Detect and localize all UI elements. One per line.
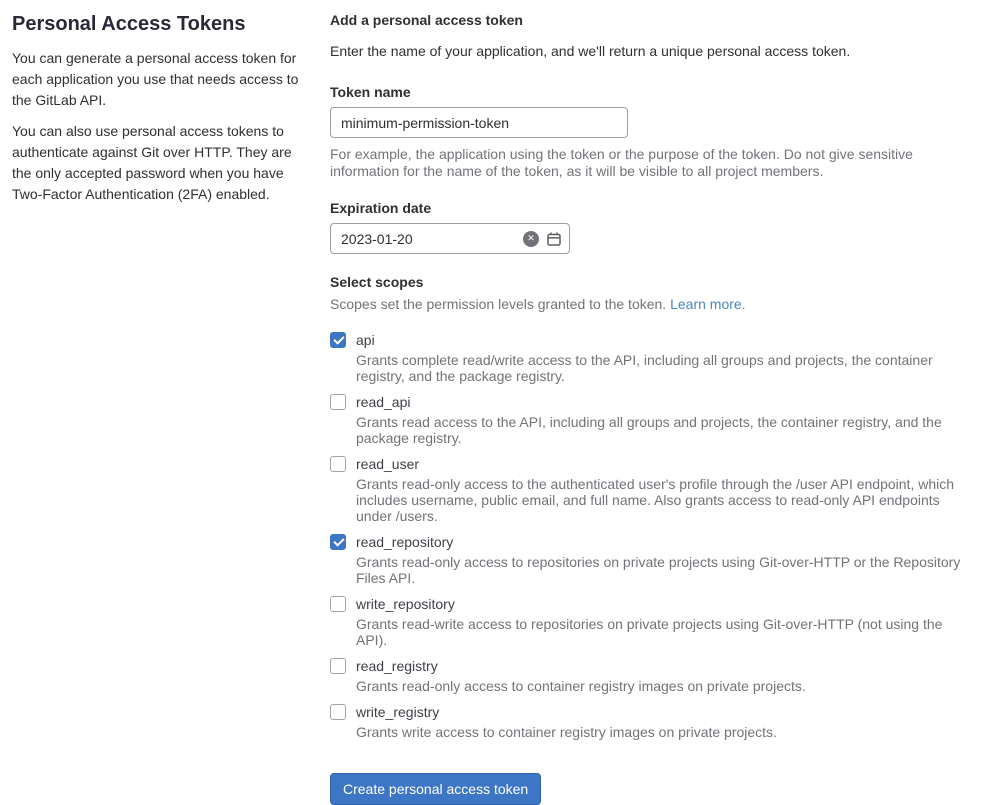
expiration-field-group xyxy=(330,200,962,254)
token-name-input[interactable] xyxy=(330,107,628,138)
clear-date-icon[interactable]: ✕ xyxy=(523,231,539,247)
scope-description-read-repository: Grants read-only access to repositories on private projects using Git-over-HTTP or the Repository Files API. xyxy=(356,554,961,586)
learn-more-link[interactable]: Learn more. xyxy=(670,296,746,312)
scope-name-write-registry[interactable]: write_registry xyxy=(356,704,440,720)
intro-paragraph-1: You can generate a personal access token for each application you use that needs access to the GitLab API. xyxy=(12,50,299,108)
scope-name-read-api[interactable]: read_api xyxy=(356,394,411,410)
scope-row-read-user xyxy=(330,454,962,524)
form-subheading: Enter the name of your application, and we'll return a unique personal access token. xyxy=(330,43,851,59)
expiration-date-label: Expiration date xyxy=(330,200,432,216)
scope-row-read-api xyxy=(330,392,962,446)
scopes-section xyxy=(330,274,962,740)
scope-row-write-repository xyxy=(330,594,962,648)
scope-row-api xyxy=(330,330,962,384)
scope-row-read-registry xyxy=(330,656,962,694)
settings-section-description xyxy=(12,12,330,805)
scope-checkbox-read-repository[interactable] xyxy=(330,534,346,550)
scope-name-api[interactable]: api xyxy=(356,332,375,348)
scope-description-api: Grants complete read/write access to the API, including all groups and projects, the container registry, and the package registry. xyxy=(356,352,933,384)
scope-description-read-user: Grants read-only access to the authenticated user's profile through the /user API endpoint, which includes username, public email, and full name. Also grants access to read-only API endpoints under /users. xyxy=(356,476,955,524)
token-name-label: Token name xyxy=(330,84,411,100)
scope-checkbox-read-registry[interactable] xyxy=(330,658,346,674)
token-name-help: For example, the application using the token or the purpose of the token. Do not give sensitive information for the name of the token, as it will be visible to all project members. xyxy=(330,146,913,179)
create-token-button[interactable]: Create personal access token xyxy=(330,773,541,805)
add-token-form xyxy=(330,12,962,805)
select-scopes-label: Select scopes xyxy=(330,274,424,290)
scope-description-read-api: Grants read access to the API, including all groups and projects, the container registry, and the package registry. xyxy=(356,414,942,446)
scope-name-write-repository[interactable]: write_repository xyxy=(356,596,455,612)
intro-paragraph-2: You can also use personal access tokens to authenticate against Git over HTTP. They are the only accepted password when you have Two-Factor Authentication (2FA) enabled. xyxy=(12,123,292,202)
scope-checkbox-write-registry[interactable] xyxy=(330,704,346,720)
expiration-date-wrap xyxy=(330,223,570,254)
token-name-field-group xyxy=(330,84,962,180)
scope-description-write-registry: Grants write access to container registry images on private projects. xyxy=(356,724,777,740)
scopes-help-text xyxy=(330,295,962,313)
scope-description-write-repository: Grants read-write access to repositories on private projects using Git-over-HTTP (not using the API). xyxy=(356,616,943,648)
scope-checkbox-read-api[interactable] xyxy=(330,394,346,410)
page-title: Personal Access Tokens xyxy=(12,13,246,35)
scope-name-read-user[interactable]: read_user xyxy=(356,456,420,472)
form-heading: Add a personal access token xyxy=(330,12,523,28)
expiration-input-icons xyxy=(523,223,562,254)
scopes-help-sentence: Scopes set the permission levels granted to the token. xyxy=(330,296,671,312)
scope-checkbox-read-user[interactable] xyxy=(330,456,346,472)
scope-row-write-registry xyxy=(330,702,962,740)
scope-name-read-repository[interactable]: read_repository xyxy=(356,534,454,550)
scope-name-read-registry[interactable]: read_registry xyxy=(356,658,438,674)
scope-row-read-repository xyxy=(330,532,962,586)
scope-checkbox-write-repository[interactable] xyxy=(330,596,346,612)
calendar-icon[interactable] xyxy=(546,231,562,247)
scope-checkbox-api[interactable] xyxy=(330,332,346,348)
scope-description-read-registry: Grants read-only access to container registry images on private projects. xyxy=(356,678,806,694)
